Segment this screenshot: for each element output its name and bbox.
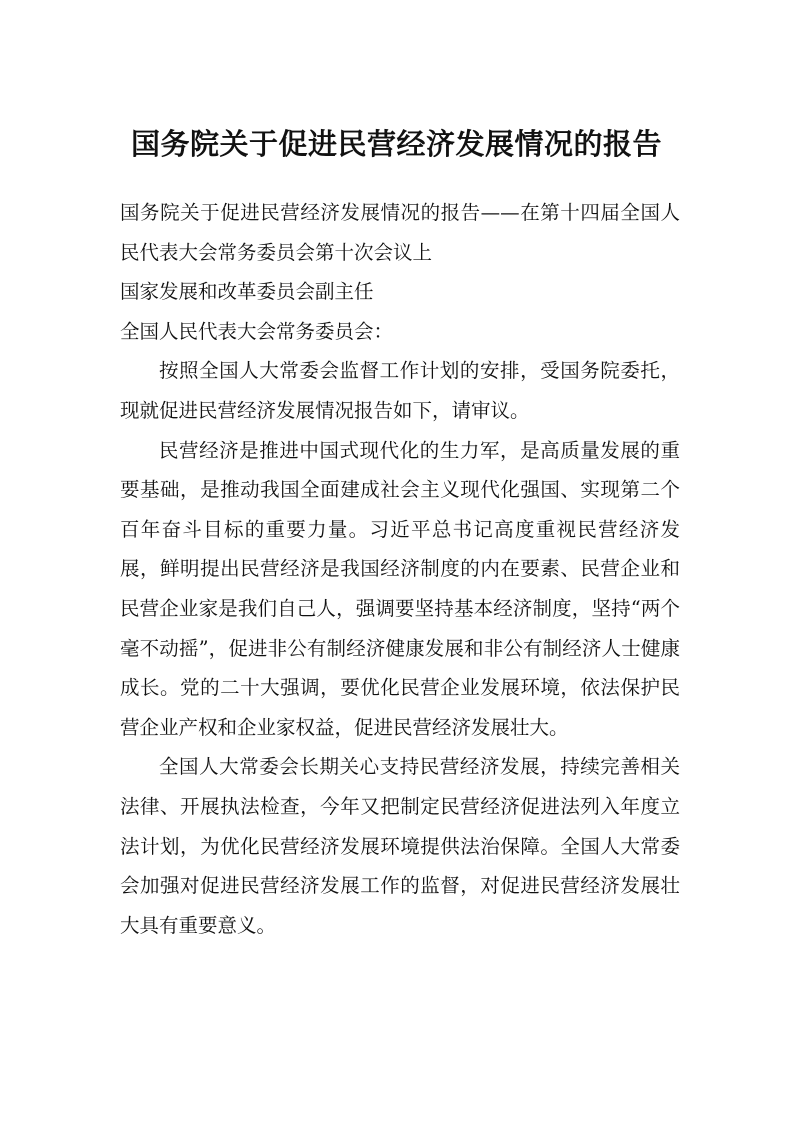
speaker-line: 国家发展和改革委员会副主任: [120, 280, 374, 304]
page-title: 国务院关于促进民营经济发展情况的报告: [130, 127, 662, 161]
report-subtitle-line: 国务院关于促进民营经济发展情况的报告——在第十四届全国人民代表大会常务委员会第十次会议上: [120, 201, 680, 264]
paragraph: 民营经济是推进中国式现代化的生力军，是高质量发展的重要基础，是推动我国全面建成社会主义现代化强国、实现第二个百年奋斗目标的重要力量。习近平总书记高度重视民营经济发展，鲜明提出民营经济是我国经济制度的内在要素、民营企业和民营企业家是我们自己人，强调要坚持基本经济制度，坚持“两个毫不动摇”，促进非公有制经济健康发展和非公有制经济人士健康成长。党的二十大强调，要优化民营企业发展环境，依法保护民营企业产权和企业家权益，促进民营经济发展壮大。: [120, 438, 680, 739]
document-body: [120, 193, 680, 945]
salutation-line: 全国人民代表大会常务委员会：: [120, 319, 394, 343]
paragraph: 按照全国人大常委会监督工作计划的安排，受国务院委托，现就促进民营经济发展情况报告如下，请审议。: [120, 359, 680, 422]
paragraph: 全国人大常委会长期关心支持民营经济发展，持续完善相关法律、开展执法检查，今年又把制定民营经济促进法列入年度立法计划，为优化民营经济发展环境提供法治保障。全国人大常委会加强对促进民营经济发展工作的监督，对促进民营经济发展壮大具有重要意义。: [120, 755, 680, 937]
